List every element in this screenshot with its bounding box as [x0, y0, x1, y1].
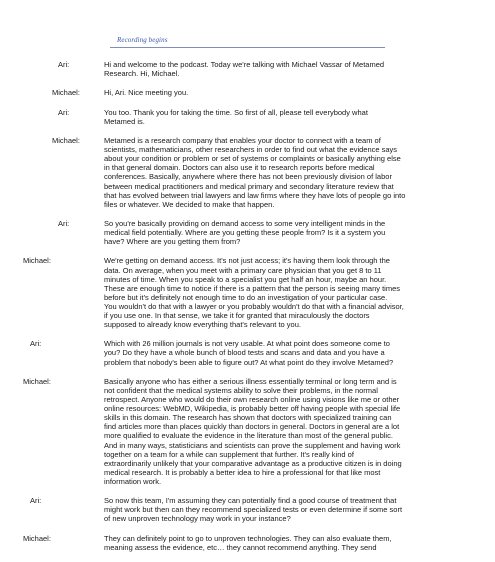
speech-text: Basically anyone who has either a serious illness essentially terminal or long term and is not confident that the medical systems ability to solve their problems, in the normal retrospect. Anyone who would do their own research online using visions like me or other online resources: WebMD, Wikipedia, is probably better off having people with special life skills in this domain. The research has shown that doctors with specialized training can find articles more than places quickly than doctors in general. Doctors in general are a lot more qualified to evaluate the evidence in the literature than most of the general public. And in many ways, statisticians and scientists can prove the supplement and having work together on a team for a while can supplement that further. It's really kind of extraordinarily unlikely that your comparative advantage as a productive citizen is in doing medical research. It is probably a better idea to hire a professional for that like most information work.	[104, 376, 402, 486]
header-rule	[110, 47, 385, 48]
transcript-entry	[0, 377, 495, 486]
transcript	[0, 60, 495, 562]
speaker-label: Michael:	[23, 376, 51, 386]
speech-text: So now this team, I'm assuming they can potentially find a good course of treatment that might work but then can they recommend specialized tests or even determine if some sort of new unproven technology may work in your instance?	[104, 496, 403, 524]
speech-text: Hi and welcome to the podcast. Today we're talking with Michael Vassar of Metamed Research. Hi, Michael.	[104, 60, 385, 79]
transcript-entry	[0, 219, 495, 246]
speech-text: We're getting on demand access. It's not just access; it's having them look through the data. On average, when you meet with a primary care physician that you get 8 to 11 minutes of time. When you speak to a specialist you get half an hour, maybe an hour. These are enough time to notice if there is a pattern that the person is seeing many times before but it's definitely not enough time to do an investigation of your particular case. You wouldn't do that with a lawyer or you probably wouldn't do that with a financial advisor, if you use one. In that sense, we take it for granted that miraculously the doctors supposed to already know everything that's relevant to you.	[104, 256, 404, 330]
speech-text: Metamed is a research company that enables your doctor to connect with a team of scientists, mathematicians, other researchers in order to find out what the evidence says about your condition or problem or set of systems or complaints or basically anything else in that general domain. Doctors can also use it to research reports before medical conferences. Basically, anywhere where there has not been previously division of labor between medical practitioners and medical primary and secondary literature review that that has evolved between trial lawyers and law firms where they have lots of people go into files or whatever. We decided to make that happen.	[104, 136, 406, 209]
speech-text: You too. Thank you for taking the time. So first of all, please tell everybody what Metamed is.	[104, 107, 368, 126]
speaker-label: Ari:	[30, 496, 42, 506]
speaker-label: Ari:	[58, 60, 70, 69]
speaker-label: Michael:	[52, 88, 80, 98]
speaker-label: Michael:	[23, 533, 51, 543]
speech-text: So you're basically providing on demand access to some very intelligent minds in the medical field potentially. Where are you getting these people from? Is it a system you have? Where are you getting them from?	[104, 218, 386, 247]
speaker-label: Ari:	[30, 339, 42, 349]
recording-begins-label: Recording begins	[117, 36, 168, 44]
speaker-label: Ari:	[58, 107, 70, 117]
transcript-entry	[0, 88, 495, 97]
speech-text: Which with 26 million journals is not very usable. At what point does someone come to you? Do they have a whole bunch of blood tests and scans and data and you have a problem that nobody's been able to figure out? At what point do they involve Metamed?	[104, 339, 394, 367]
speaker-label: Michael:	[52, 136, 80, 146]
transcript-entry	[0, 60, 495, 78]
speaker-label: Michael:	[23, 256, 51, 266]
speaker-label: Ari:	[58, 218, 70, 228]
speech-text: They can definitely point to go to unproven technologies. They can also evaluate them, meaning assess the evidence, etc… they cannot recommend anything. They send	[104, 533, 392, 552]
transcript-entry	[0, 534, 495, 552]
speech-text: Hi, Ari. Nice meeting you.	[104, 88, 189, 98]
transcript-entry	[0, 108, 495, 126]
transcript-entry	[0, 339, 495, 366]
transcript-entry	[0, 496, 495, 523]
transcript-entry	[0, 256, 495, 329]
transcript-entry	[0, 136, 495, 209]
